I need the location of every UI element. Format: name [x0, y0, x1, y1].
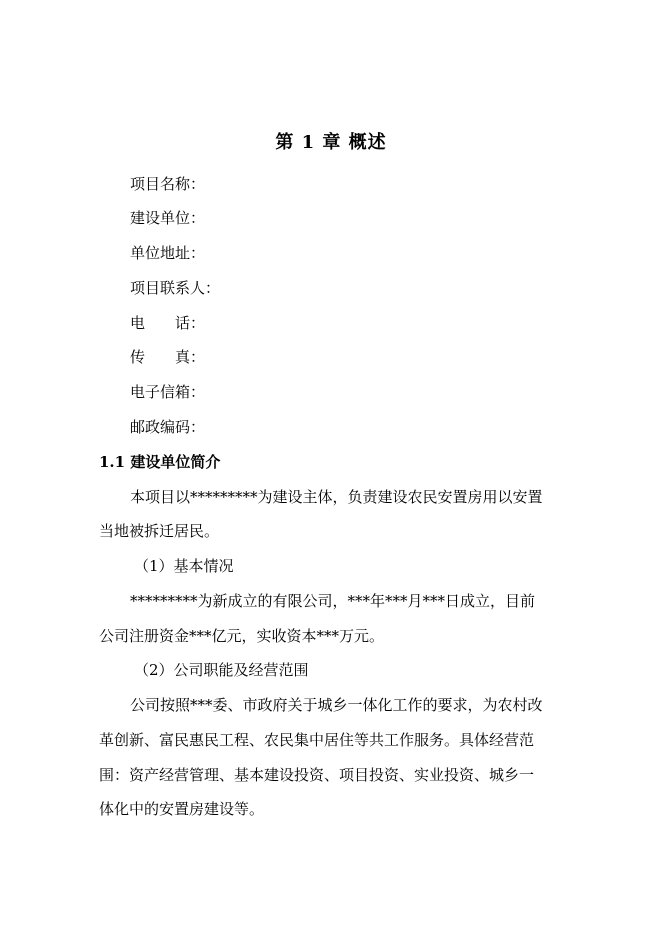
section-heading: 1.1 建设单位简介: [99, 453, 221, 471]
functions-line: 公司按照***委、市政府关于城乡一体化工作的要求，为农村改: [130, 696, 543, 714]
field-construction-unit: 建设单位：: [130, 209, 206, 227]
functions-line: 围：资产经营管理、基本建设投资、项目投资、实业投资、城乡一: [99, 766, 535, 784]
subsection-heading-functions: （2）公司职能及经营范围: [134, 661, 309, 679]
intro-line: 当地被拆迁居民。: [99, 522, 220, 540]
field-fax: 传 真：: [130, 348, 206, 366]
field-project-name: 项目名称：: [130, 175, 206, 193]
field-project-contact: 项目联系人：: [130, 279, 221, 297]
subsection-heading-basic-info: （1）基本情况: [134, 557, 234, 575]
functions-line: 革创新、富民惠民工程、农民集中居住等共工作服务。具体经营范: [99, 731, 535, 749]
field-telephone: 电 话：: [130, 314, 206, 332]
basic-info-line: 公司注册资金***亿元，实收资本***万元。: [99, 627, 385, 645]
chapter-title: 第 1 章 概述: [275, 132, 387, 153]
intro-line: 本项目以*********为建设主体，负责建设农民安置房用以安置: [130, 488, 543, 506]
functions-line: 体化中的安置房建设等。: [99, 800, 265, 818]
field-email: 电子信箱：: [130, 383, 206, 401]
field-postal-code: 邮政编码：: [130, 418, 206, 436]
field-unit-address: 单位地址：: [130, 244, 206, 262]
basic-info-line: *********为新成立的有限公司，***年***月***日成立，目前: [130, 592, 536, 610]
